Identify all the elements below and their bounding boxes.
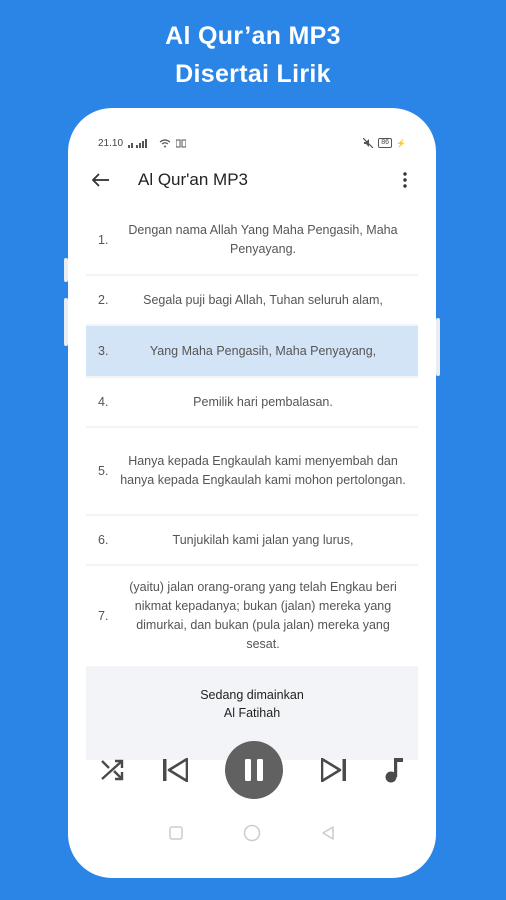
previous-button[interactable] bbox=[162, 758, 188, 782]
square-icon bbox=[169, 826, 183, 840]
player-controls bbox=[86, 740, 418, 800]
verse-number: 4. bbox=[98, 394, 109, 409]
verse-list[interactable] bbox=[86, 206, 418, 760]
signal-icon bbox=[128, 139, 154, 148]
battery-indicator: 86 bbox=[378, 138, 392, 148]
app-title: Al Qur'an MP3 bbox=[138, 170, 249, 189]
verse-item[interactable] bbox=[86, 206, 418, 274]
verse-text: Yang Maha Pengasih, Maha Penyayang, bbox=[149, 343, 377, 358]
verse-text: (yaitu) jalan orang-orang yang telah Engkau beri nikmat kepadanya; bukan (jalan) mereka yang dimurkai, dan bukan (pula jalan) mereka yang sesat. bbox=[129, 580, 397, 651]
charging-icon: ⚡ bbox=[396, 138, 406, 148]
shuffle-button[interactable] bbox=[100, 759, 124, 781]
verse-number: 7. bbox=[98, 608, 109, 623]
playlist-button[interactable] bbox=[384, 757, 404, 783]
verse-item[interactable] bbox=[86, 378, 418, 426]
mute-icon bbox=[363, 138, 374, 148]
circle-icon bbox=[243, 824, 261, 842]
skip-previous-icon bbox=[162, 758, 188, 782]
status-time: 21.10 bbox=[98, 137, 124, 149]
overflow-menu-button[interactable] bbox=[392, 165, 418, 195]
app-bar bbox=[86, 160, 418, 200]
verse-text: Segala puji bagi Allah, Tuhan seluruh alam, bbox=[143, 292, 383, 307]
pause-icon bbox=[244, 758, 264, 782]
phone-frame bbox=[68, 108, 436, 878]
verse-text: Hanya kepada Engkaulah kami menyembah dan hanya kepada Engkaulah kami mohon pertolongan. bbox=[120, 454, 406, 487]
phone-side-button bbox=[64, 258, 68, 282]
verse-item[interactable] bbox=[86, 516, 418, 564]
verse-number: 5. bbox=[98, 463, 109, 478]
verse-item[interactable] bbox=[86, 276, 418, 324]
phone-side-button bbox=[436, 318, 440, 376]
verse-number: 1. bbox=[98, 232, 109, 247]
skip-next-icon bbox=[321, 758, 347, 782]
verse-item[interactable] bbox=[86, 566, 418, 666]
promo-line-2: Disertai Lirik bbox=[175, 60, 331, 88]
verse-number: 2. bbox=[98, 292, 109, 307]
verse-item[interactable] bbox=[86, 428, 418, 514]
verse-number: 3. bbox=[98, 343, 109, 358]
system-nav-bar bbox=[68, 820, 436, 850]
system-back-button[interactable] bbox=[321, 826, 335, 845]
phone-side-button bbox=[64, 298, 68, 346]
more-vert-icon bbox=[403, 172, 407, 188]
verse-number: 6. bbox=[98, 532, 109, 547]
verse-text: Dengan nama Allah Yang Maha Pengasih, Maha Penyayang. bbox=[128, 223, 398, 256]
verse-text: Tunjukilah kami jalan yang lurus, bbox=[172, 532, 354, 547]
now-playing-label: Sedang dimainkan bbox=[200, 688, 304, 702]
pause-button[interactable] bbox=[225, 741, 283, 799]
recents-button[interactable] bbox=[169, 826, 183, 845]
triangle-back-icon bbox=[321, 826, 335, 840]
promo-line-1: Al Qur’an MP3 bbox=[165, 22, 341, 50]
back-button[interactable] bbox=[86, 165, 116, 195]
arrow-left-icon bbox=[92, 173, 110, 187]
wifi-icon bbox=[159, 139, 171, 148]
verse-item-active[interactable] bbox=[86, 326, 418, 376]
status-bar bbox=[98, 136, 406, 150]
data-icon bbox=[176, 139, 186, 148]
next-button[interactable] bbox=[321, 758, 347, 782]
music-note-icon bbox=[384, 757, 404, 783]
now-playing bbox=[86, 686, 418, 722]
home-button[interactable] bbox=[243, 824, 261, 847]
verse-text: Pemilik hari pembalasan. bbox=[193, 394, 333, 409]
now-playing-surah: Al Fatihah bbox=[223, 706, 281, 720]
shuffle-icon bbox=[100, 759, 124, 781]
